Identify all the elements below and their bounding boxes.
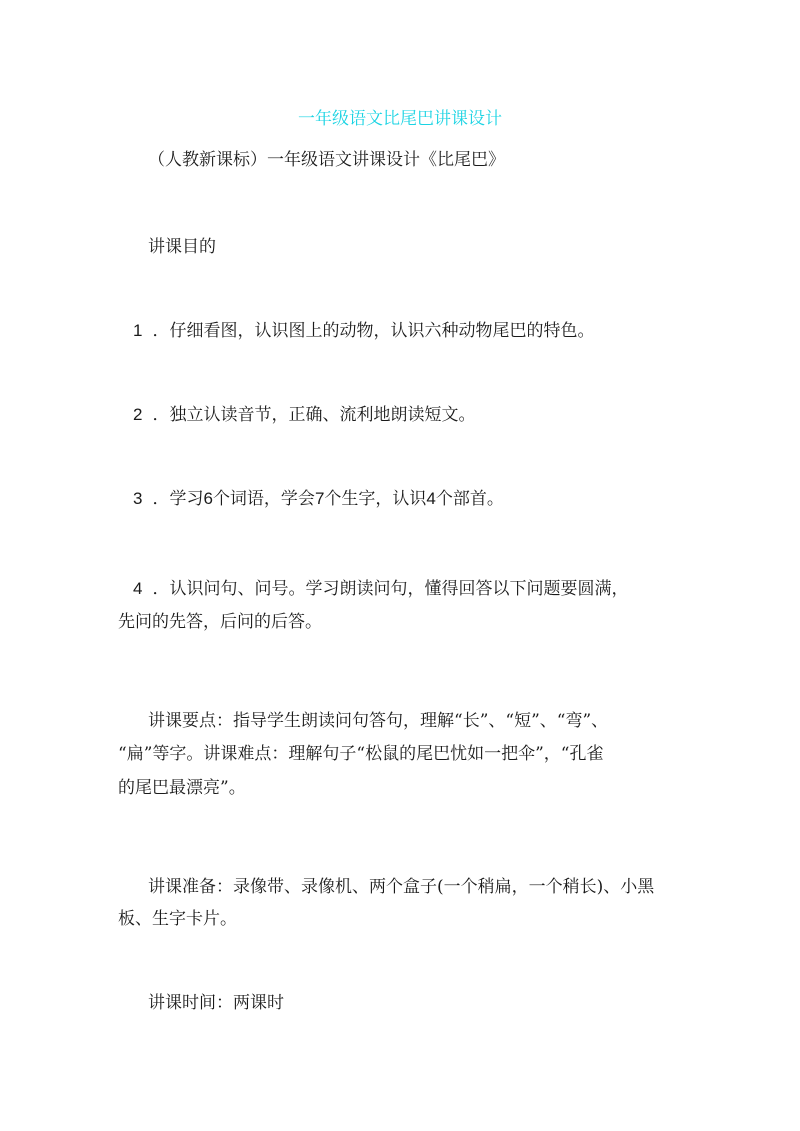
objective-text-part: 个部首。: [435, 489, 504, 509]
objective-item: [133, 320, 594, 342]
objective-count: 7: [314, 489, 325, 508]
document-title: 一年级语文比尾巴讲课设计: [298, 109, 502, 129]
objective-item: [133, 488, 504, 510]
preparation-line: 讲课准备：录像带、录像机、两个盒子(一个稍扁，一个稍长)、小黑: [148, 877, 655, 897]
objective-item: [133, 578, 628, 600]
objective-item: [133, 404, 475, 426]
key-points-line: “扁”等字。讲课难点：理解句子“松鼠的尾巴忧如一把伞”，“孔雀: [118, 744, 604, 764]
objectives-heading: 讲课目的: [148, 237, 216, 257]
objective-number: 4: [133, 579, 143, 598]
objective-number: 3: [133, 489, 143, 508]
objective-separator: ．: [152, 405, 170, 425]
document-subtitle: （人教新课标）一年级语文讲课设计《比尾巴》: [148, 150, 505, 170]
objective-text: 独立认读音节，正确、流利地朗读短文。: [169, 405, 476, 425]
objective-text-part: 个生字，认识: [324, 489, 427, 509]
objective-separator: ．: [152, 579, 170, 599]
lesson-time: 讲课时间：两课时: [148, 993, 284, 1013]
objective-text: 认识问句、问号。学习朗读问句，懂得回答以下问题要圆满，: [169, 579, 629, 599]
objective-continuation: 先问的先答，后问的后答。: [118, 612, 322, 632]
objective-number: 2: [133, 405, 143, 424]
preparation-line: 板、生字卡片。: [118, 909, 237, 929]
key-points-line: 讲课要点：指导学生朗读问句答句，理解“长”、“短”、“弯”、: [148, 711, 609, 731]
objective-text-part: 学习: [169, 489, 204, 509]
key-points-line: 的尾巴最漂亮”。: [118, 778, 246, 798]
objective-count: 6: [203, 489, 213, 508]
objective-text-part: 个词语，学会: [212, 489, 315, 509]
objective-count: 4: [426, 489, 436, 508]
objective-number: 1: [133, 321, 143, 340]
objective-text: 仔细看图，认识图上的动物，认识六种动物尾巴的特色。: [169, 321, 595, 341]
objective-separator: ．: [152, 321, 170, 341]
objective-separator: ．: [152, 489, 170, 509]
